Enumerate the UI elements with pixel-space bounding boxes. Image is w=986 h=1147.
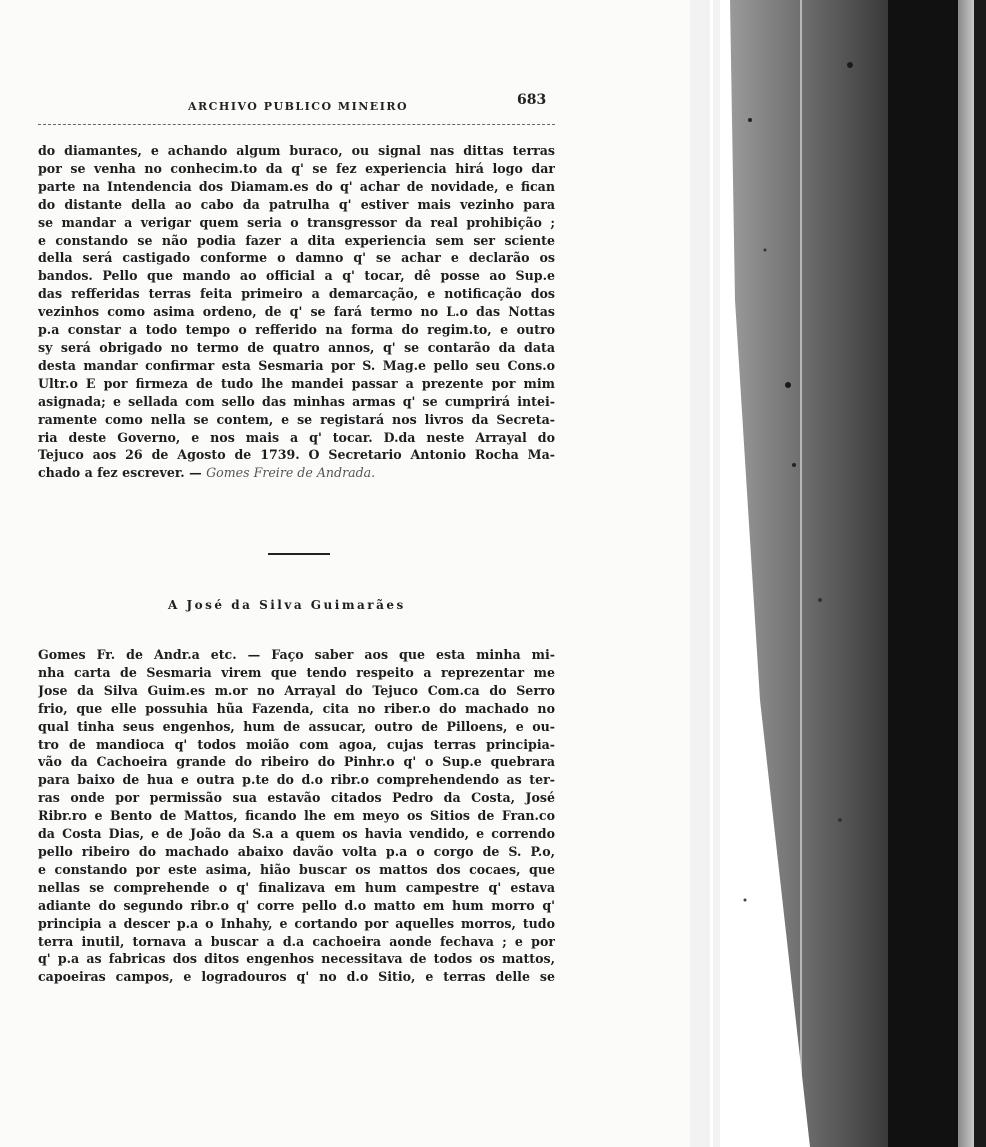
text-line: nha carta de Sesmaria virem que tendo respeito a reprezentar me [38, 664, 555, 680]
text-line-last [38, 464, 555, 482]
text-line: pello ribeiro do machado abaixo davão volta p.a o corgo de S. P.o, [38, 843, 555, 859]
scan-binding-edge [690, 0, 986, 1147]
text-line: principia a descer p.a o Inhahy, e cortando por aquelles morros, tudo [38, 915, 555, 931]
text-line: Ultr.o E por firmeza de tudo lhe mandei passar a prezente por mim [38, 375, 555, 391]
text-line: por se venha no conhecim.to da q' se fez experiencia hirá logo dar [38, 160, 555, 176]
text-line: do distante della ao cabo da patrulha q' estiver mais vezinho para [38, 196, 555, 212]
paragraph-2 [38, 646, 555, 986]
running-head: ARCHIVO PUBLICO MINEIRO [188, 100, 409, 113]
text-line: da Costa Dias, e de João da S.a a quem os havia vendido, e correndo [38, 826, 555, 842]
header-rule [38, 124, 555, 125]
text-line: p.a constar a todo tempo o refferido na forma do regim.to, e outro [38, 322, 555, 338]
text-line: q' p.a as fabricas dos ditos engenhos necessitava de todos os mattos, [38, 951, 555, 967]
signature: Gomes Freire de Andrada. [206, 465, 376, 481]
text-line: do diamantes, e achando algum buraco, ou signal nas dittas terras [38, 143, 555, 158]
text-line: e constando por este asima, hião buscar os mattos dos cocaes, que [38, 861, 555, 877]
text-line: della será castigado conforme o damno q' se achar e declarão os [38, 250, 555, 266]
text-line: Gomes Fr. de Andr.a etc. — Faço saber aos que esta minha mi- [38, 647, 555, 662]
text-line: desta mandar confirmar esta Sesmaria por S. Mag.e pello seu Cons.o [38, 357, 555, 373]
paragraph-1 [38, 142, 555, 482]
section-title: A José da Silva Guimarães [168, 598, 406, 612]
text-line: tro de mandioca q' todos moião com agoa, cujas terras principia- [38, 736, 555, 752]
text-line: nellas se comprehende o q' finalizava em hum campestre q' estava [38, 879, 555, 895]
text-line: adiante do segundo ribr.o q' corre pello d.o matto em hum morro q' [38, 897, 555, 913]
text-line: capoeiras campos, e logradouros q' no d.o Sitio, e terras delle se [38, 969, 555, 985]
page-number: 683 [517, 92, 547, 108]
text-line: e constando se não podia fazer a dita experiencia sem ser sciente [38, 232, 555, 248]
text-line: parte na Intendencia dos Diamam.es do q' achar de novidade, e fican [38, 178, 555, 194]
text-line: ramente como nella se contem, e se registará nos livros da Secreta- [38, 411, 555, 427]
text-line: bandos. Pello que mando ao official a q' tocar, dê posse ao Sup.e [38, 268, 555, 284]
text-line: Jose da Silva Guim.es m.or no Arrayal do Tejuco Com.ca do Serro [38, 682, 555, 698]
text-line: qual tinha seus engenhos, hum de assucar, outro de Pilloens, e ou- [38, 718, 555, 734]
text-line: Ribr.ro e Bento de Mattos, ficando lhe em meyo os Sitios de Fran.co [38, 808, 555, 824]
text-line: vezinhos como asima ordeno, de q' se fará termo no L.o das Nottas [38, 304, 555, 320]
text-line: se mandar a verigar quem seria o transgressor da real prohibição ; [38, 214, 555, 230]
text-line: das refferidas terras feita primeiro a demarcação, e notificação dos [38, 286, 555, 302]
text-line: ria deste Governo, e nos mais a q' tocar. D.da neste Arrayal do [38, 429, 555, 445]
text-line: vão da Cachoeira grande do ribeiro do Pinhr.o q' o Sup.e quebrara [38, 754, 555, 770]
text-line: frio, que elle possuhia hũa Fazenda, cita no riber.o do machado no [38, 700, 555, 716]
text-line: para baixo de hua e outra p.te do d.o ribr.o comprehendendo as ter- [38, 772, 555, 788]
text-line: terra inutil, tornava a buscar a d.a cachoeira aonde fechava ; e por [38, 933, 555, 949]
text-line: sy será obrigado no termo de quatro annos, q' se contarão da data [38, 339, 555, 355]
text-line: asignada; e sellada com sello das minhas armas q' se cumprirá intei- [38, 393, 555, 409]
closing-text: chado a fez escrever. — [38, 465, 202, 481]
section-divider [268, 553, 330, 555]
text-line: Tejuco aos 26 de Agosto de 1739. O Secretario Antonio Rocha Ma- [38, 447, 555, 463]
text-line: ras onde por permissão sua estavão citados Pedro da Costa, José [38, 790, 555, 806]
